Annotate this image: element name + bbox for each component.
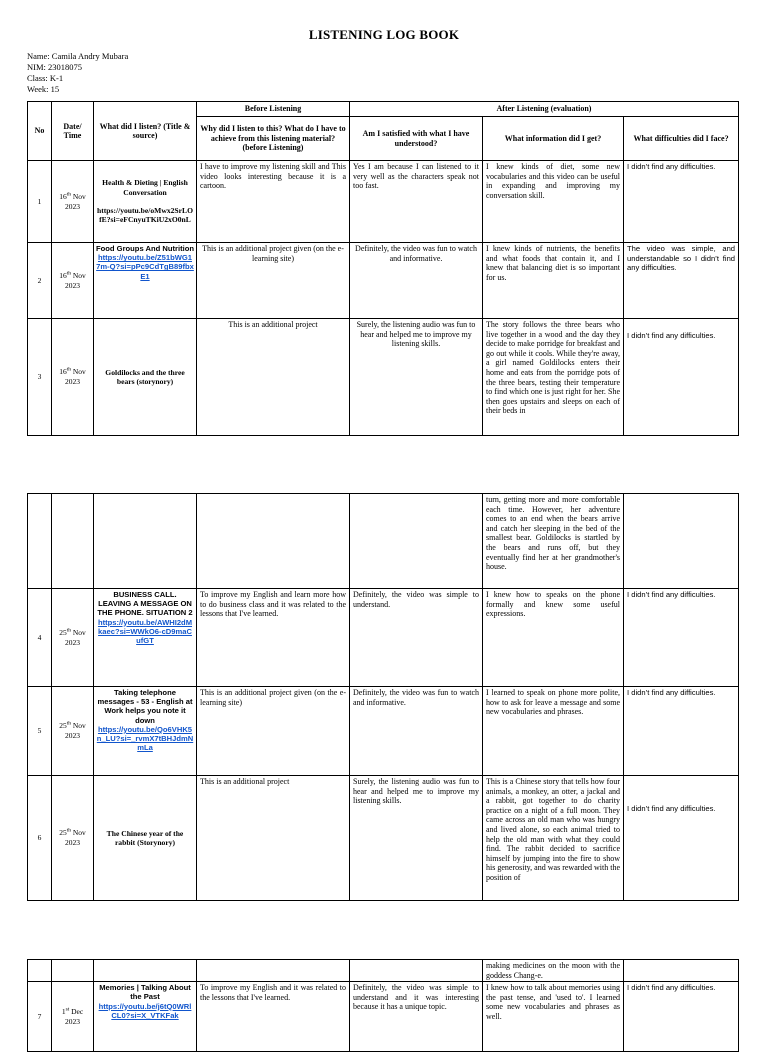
source-text: https://youtu.be/oMwx2SrLOfE?si=eFCnyuTKiU2xO0nL xyxy=(97,206,193,225)
row-date: 25th Nov 2023 xyxy=(52,687,94,776)
row-title xyxy=(94,687,197,776)
header-what: What did I listen? (Title & source) xyxy=(94,102,197,161)
row-number: 2 xyxy=(28,243,52,319)
row-title xyxy=(94,243,197,319)
header-info: What information did I get? xyxy=(483,117,624,161)
table-row xyxy=(28,319,739,436)
row-title: The Chinese year of the rabbit (Storynory) xyxy=(94,776,197,901)
row-info: This is a Chinese story that tells how four animals, a monkey, an otter, a jackal and a rabbit, got together to do charity practice on a night of a full moon. They came across an old man who was hungry and lived alone, so each animal tried to help the old man with what they could find. The rabbit decided to sacrifice himself by jumping into the fire to show his generosity, and was rewarded with the position of xyxy=(483,776,624,901)
student-info xyxy=(27,51,128,95)
table-row xyxy=(28,589,739,687)
row-number: 4 xyxy=(28,589,52,687)
row-difficulties: I didn’t find any difficulties. xyxy=(624,319,739,436)
row-info: The story follows the three bears who live together in a wood and the day they decide to make porridge for breakfast and go out while it cools. While they're away, a girl named Goldilocks enters their home and eats from the porridge pots of the three bears, testing their temperature to find which one is just right for her. She then goes upstairs and sleeps on each of their beds in xyxy=(483,319,624,436)
row-title xyxy=(94,589,197,687)
header-no: No xyxy=(28,102,52,161)
row-number: 6 xyxy=(28,776,52,901)
row-number: 1 xyxy=(28,161,52,243)
title-text: Food Groups And Nutrition xyxy=(96,244,194,253)
log-table-page-3 xyxy=(27,959,739,1052)
row-date: 16th Nov 2023 xyxy=(52,243,94,319)
row-why: I have to improve my listening skill and This video looks interesting because it is a cartoon. xyxy=(197,161,350,243)
log-table-page-1 xyxy=(27,101,739,436)
table-row xyxy=(28,776,739,901)
row-satisfied: Yes I am because I can listened to it very well as the characters speak not too fast. xyxy=(350,161,483,243)
row-number: 5 xyxy=(28,687,52,776)
header-satisfied: Am I satisfied with what I have understood? xyxy=(350,117,483,161)
student-name: Name: Camila Andry Mubara xyxy=(27,51,129,61)
row-why: To improve my English and learn more how to do business class and it was related to the lessons that I've learned. xyxy=(197,589,350,687)
table-row xyxy=(28,243,739,319)
table-row-continued xyxy=(28,960,739,982)
row-info-continued: making medicines on the moon with the goddess Chang-e. xyxy=(483,960,624,982)
title-text: Taking telephone messages - 53 - English at Work helps you note it down xyxy=(97,688,193,725)
table-row xyxy=(28,687,739,776)
row-satisfied: Definitely, the video was simple to understand. xyxy=(350,589,483,687)
row-info: I knew how to speaks on the phone formally and knew some useful expressions. xyxy=(483,589,624,687)
table-row xyxy=(28,982,739,1052)
title-text: BUSINESS CALL. LEAVING A MESSAGE ON THE PHONE. SITUATION 2 xyxy=(97,590,193,618)
student-nim: NIM: 23018075 xyxy=(27,62,83,72)
log-table-page-2 xyxy=(27,493,739,901)
header-before: Before Listening xyxy=(197,102,350,117)
week-number: Week: 15 xyxy=(27,84,60,94)
title-text: Memories | Talking About the Past xyxy=(99,983,191,1002)
source-link[interactable]: https://youtu.be/j6tQ0WRlCL0?si=X_VTKFak xyxy=(98,1001,192,1020)
header-difficulties: What difficulties did I face? xyxy=(624,117,739,161)
row-satisfied: Definitely, the video was fun to watch and informative. xyxy=(350,243,483,319)
row-title xyxy=(94,161,197,243)
source-link[interactable]: https://youtu.be/AWHI2dMkaec?si=WWkO6-cD9maCufGT xyxy=(97,617,193,646)
document-title: LISTENING LOG BOOK xyxy=(308,27,460,42)
header-why: Why did I listen to this? What do I have to achieve from this listening material? (before Listening) xyxy=(197,117,350,161)
header-after: After Listening (evaluation) xyxy=(350,102,739,117)
row-difficulties: I didn’t find any difficulties. xyxy=(624,161,739,243)
row-difficulties: The video was simple, and understandable so I didn’t find any difficulties. xyxy=(624,243,739,319)
row-title xyxy=(94,982,197,1052)
row-why: This is an additional project given (on the e-learning site) xyxy=(197,687,350,776)
title-text: Health & Dieting | English Conversation xyxy=(102,178,188,197)
row-difficulties: I didn’t find any difficulties. xyxy=(624,982,739,1052)
row-difficulties: I didn’t find any difficulties. xyxy=(624,776,739,901)
table-row-continued xyxy=(28,494,739,589)
source-link[interactable]: https://youtu.be/Z51bWG17m-Q?si=pPc9CdTgB89fbxE1 xyxy=(96,253,194,281)
row-difficulties: I didn’t find any difficulties. xyxy=(624,589,739,687)
row-satisfied: Surely, the listening audio was fun to hear and helped me to improve my listening skills. xyxy=(350,319,483,436)
row-date: 25th Nov 2023 xyxy=(52,589,94,687)
header-date: Date/ Time xyxy=(52,102,94,161)
row-info: I knew kinds of nutrients, the benefits and what foods that contain it, and I knew that balancing diet is so important for us. xyxy=(483,243,624,319)
row-why: This is an additional project xyxy=(197,776,350,901)
table-row xyxy=(28,161,739,243)
row-info: I knew kinds of diet, some new vocabularies and this video can be useful in expanding and improving my conversation skill. xyxy=(483,161,624,243)
row-info: I learned to speak on phone more polite, how to ask for leave a message and some new vocabularies and phrases. xyxy=(483,687,624,776)
row-why: This is an additional project given (on the e-learning site) xyxy=(197,243,350,319)
student-class: Class: K-1 xyxy=(27,73,64,83)
row-date: 16th Nov 2023 xyxy=(52,319,94,436)
row-satisfied: Definitely, the video was simple to understand and it was interesting because it has a unique topic. xyxy=(350,982,483,1052)
row-info-continued: turn, getting more and more comfortable each time. However, her adventure comes to an end when the bears arrive and catch her sleeping in the bed of the smallest bear. Goldilocks is startled by the bears and runs off, but they eventually find her at her grandmother's house. xyxy=(483,494,624,589)
row-satisfied: Definitely, the video was fun to watch and informative. xyxy=(350,687,483,776)
row-title: Goldilocks and the three bears (storynory) xyxy=(94,319,197,436)
row-number: 3 xyxy=(28,319,52,436)
row-date: 1st Dec 2023 xyxy=(52,982,94,1052)
row-info: I knew how to talk about memories using the past tense, and 'used to'. I learned some new vocabularies and phrases as well. xyxy=(483,982,624,1052)
row-number: 7 xyxy=(28,982,52,1052)
row-date: 25th Nov 2023 xyxy=(52,776,94,901)
row-satisfied: Surely, the listening audio was fun to hear and helped me to improve my listening skills. xyxy=(350,776,483,901)
row-why: This is an additional project xyxy=(197,319,350,436)
source-link[interactable]: https://youtu.be/Qo6VHK5n_LU?si=_rvmX7tBHJdmNmLa xyxy=(96,724,194,753)
row-difficulties: I didn’t find any difficulties. xyxy=(624,687,739,776)
row-why: To improve my English and it was related to the lessons that I've learned. xyxy=(197,982,350,1052)
row-date: 16th Nov 2023 xyxy=(52,161,94,243)
